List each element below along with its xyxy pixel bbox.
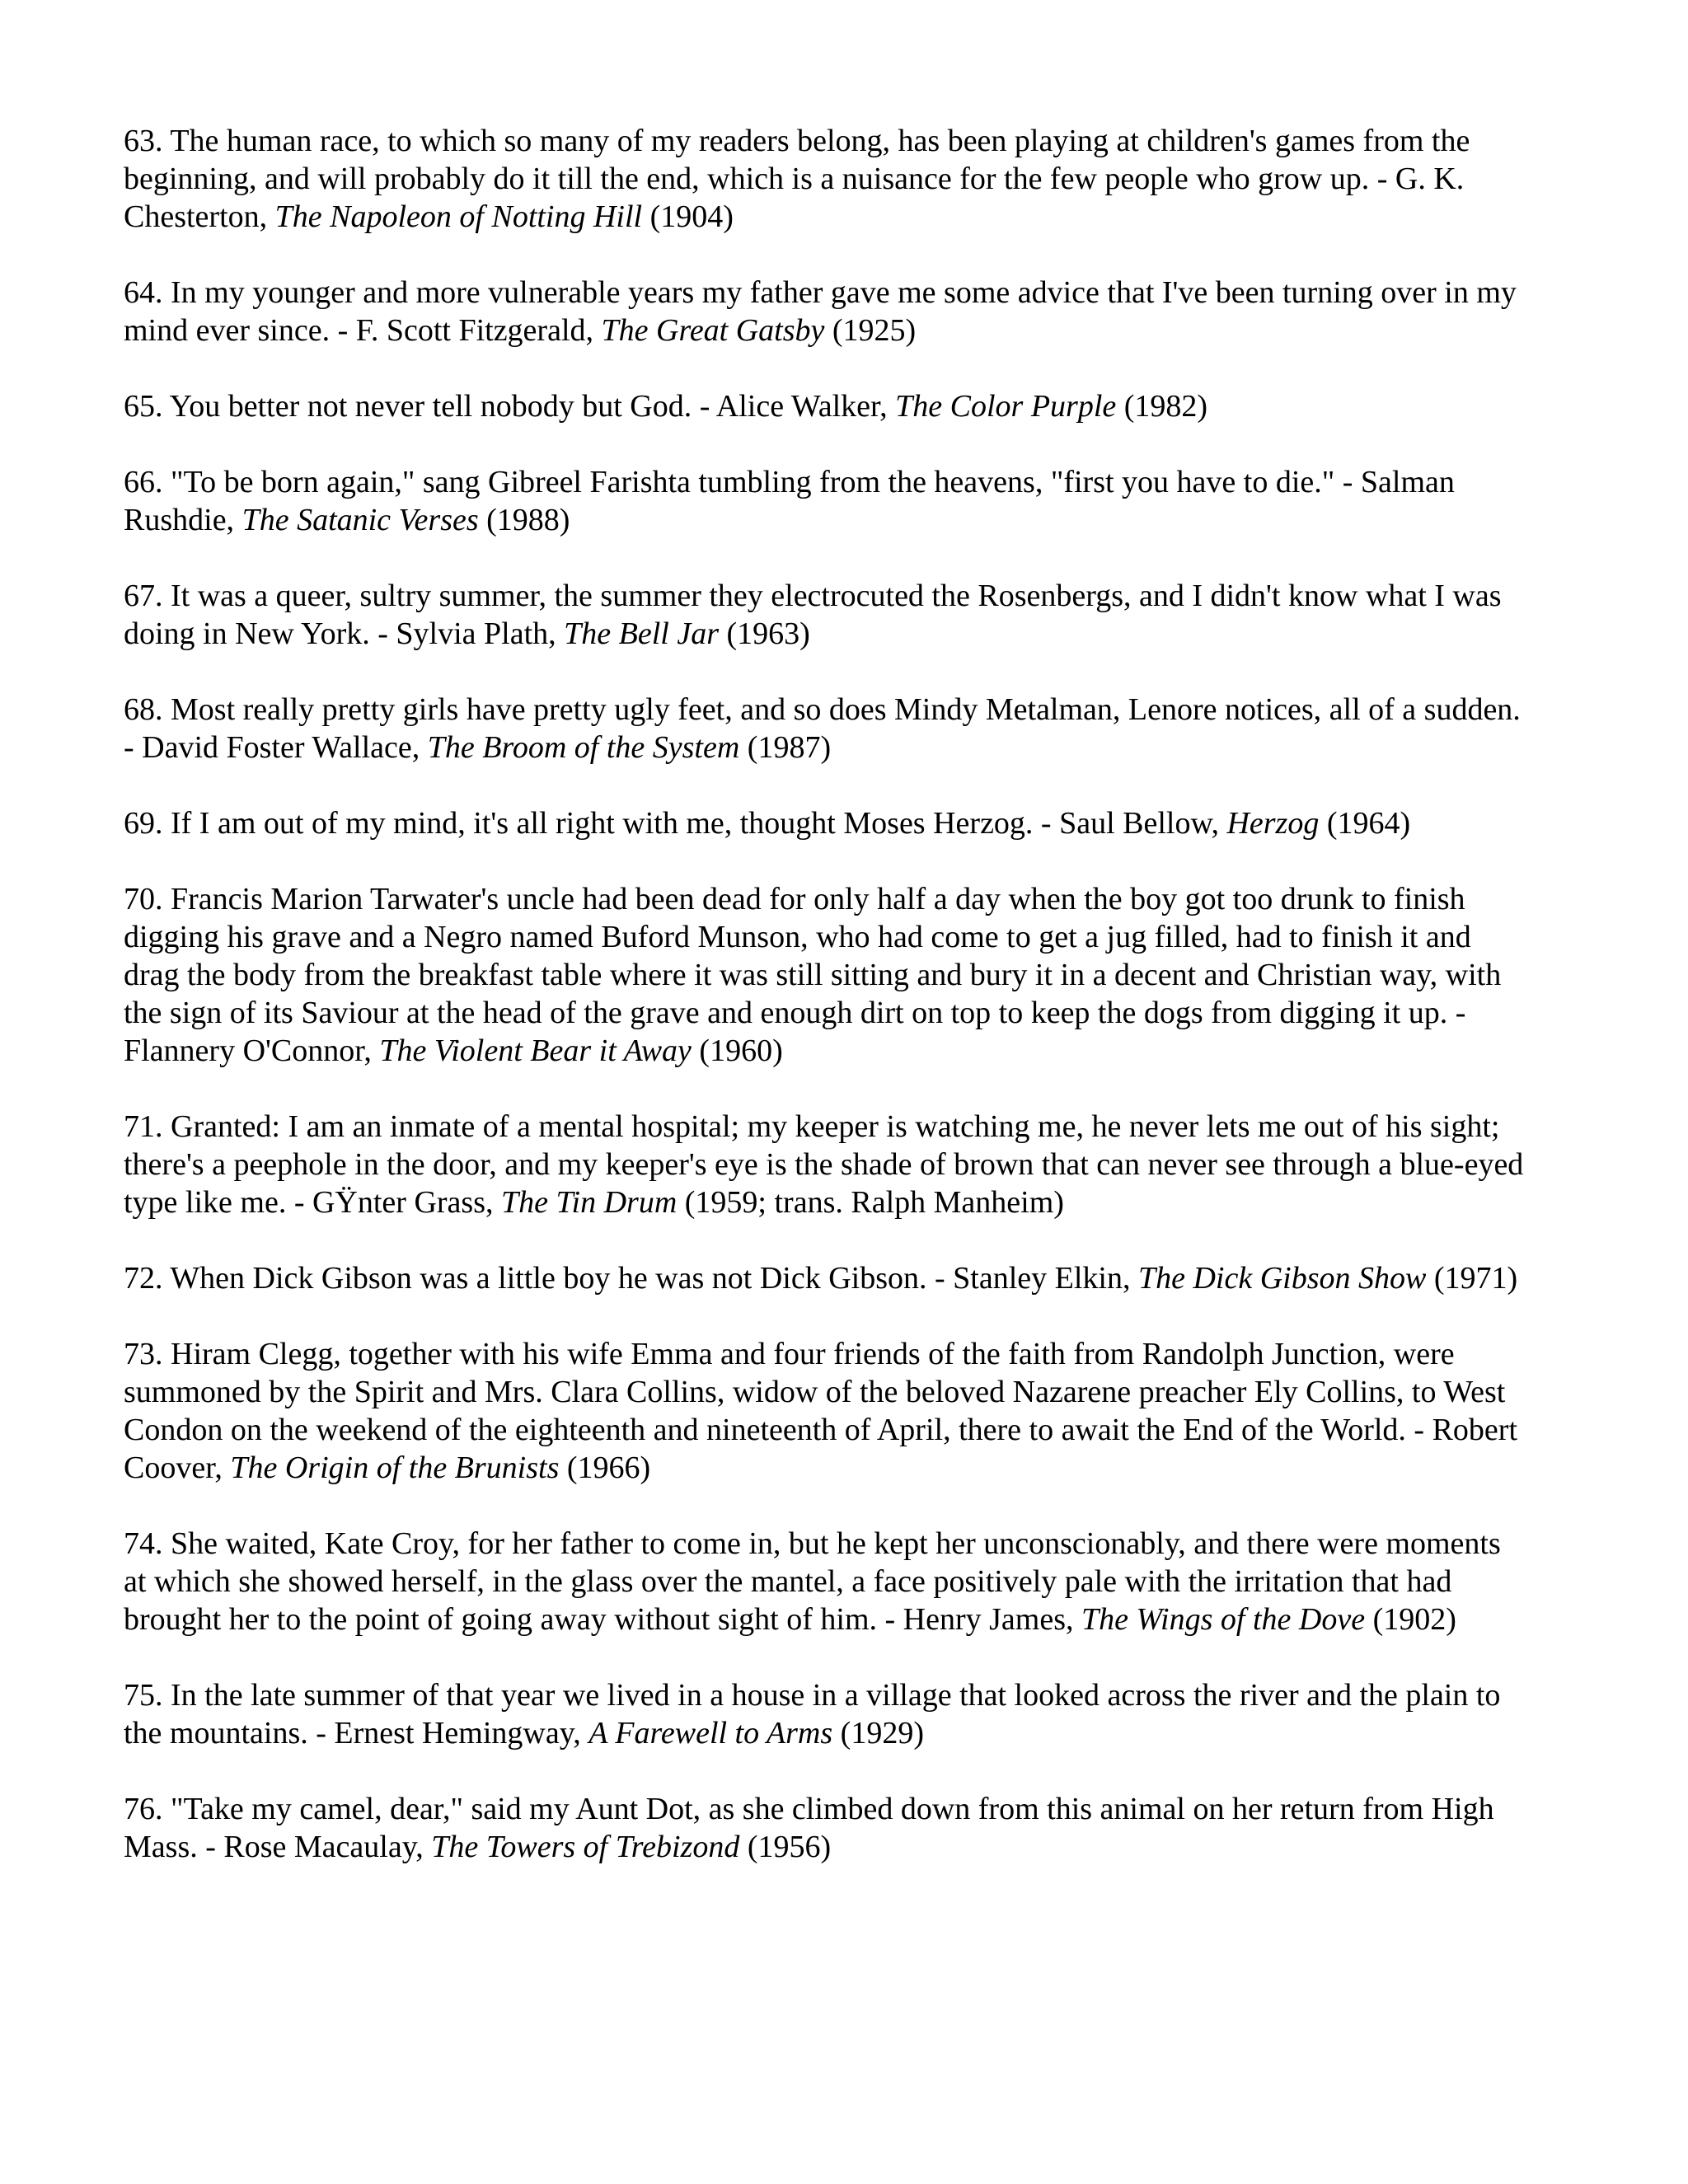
book-title: The Tin Drum <box>501 1185 678 1220</box>
quote-entry-71 <box>124 1108 1525 1221</box>
publication-year: (1963) <box>719 616 810 651</box>
book-title: Herzog <box>1226 806 1320 841</box>
quote-text: 66. "To be born again," sang Gibreel Farishta tumbling from the heavens, "first you have to die." - Salman Rushdie, <box>124 465 1455 537</box>
document-page <box>124 122 1525 1904</box>
publication-year: (1988) <box>478 503 570 537</box>
book-title: The Bell Jar <box>564 616 719 651</box>
book-title: The Origin of the Brunists <box>230 1451 560 1485</box>
publication-year: (1929) <box>832 1716 924 1750</box>
book-title: The Dick Gibson Show <box>1137 1261 1427 1296</box>
publication-year: (1960) <box>691 1033 783 1068</box>
book-title: The Towers of Trebizond <box>431 1830 740 1864</box>
publication-year: (1902) <box>1365 1602 1456 1637</box>
publication-year: (1904) <box>642 199 734 234</box>
publication-year: (1982) <box>1116 389 1208 424</box>
quote-entry-70 <box>124 880 1525 1070</box>
book-title: The Wings of the Dove <box>1081 1602 1366 1637</box>
book-title: The Broom of the System <box>427 730 740 765</box>
quote-entry-65 <box>124 387 1525 425</box>
quote-entry-72 <box>124 1259 1525 1297</box>
quote-text: 68. Most really pretty girls have pretty ugly feet, and so does Mindy Metalman, Lenore notices, all of a sudden. - David Foster Wallace, <box>124 692 1521 765</box>
book-title: The Color Purple <box>895 389 1117 424</box>
book-title: The Great Gatsby <box>601 313 825 348</box>
quote-text: 70. Francis Marion Tarwater's uncle had been dead for only half a day when the boy got too drunk to finish digging his grave and a Negro named Buford Munson, who had come to get a jug filled, had to finish it and drag the body from the breakfast table where it was still sitting and bury it in a decent and Christian way, with the sign of its Saviour at the head of the grave and enough dirt on top to keep the dogs from digging it up. - Flannery O'Connor, <box>124 882 1502 1068</box>
quote-text: 73. Hiram Clegg, together with his wife Emma and four friends of the faith from Randolph Junction, were summoned by the Spirit and Mrs. Clara Collins, widow of the beloved Nazarene preacher Ely Collins, to West Condon on the weekend of the eighteenth and nineteenth of April, there to await the End of the World. - Robert Coover, <box>124 1337 1517 1485</box>
quote-entry-75 <box>124 1676 1525 1752</box>
quote-text: 72. When Dick Gibson was a little boy he was not Dick Gibson. - Stanley Elkin, <box>124 1261 1138 1296</box>
quote-entry-63 <box>124 122 1525 236</box>
quote-entry-68 <box>124 691 1525 766</box>
publication-year: (1959; trans. Ralph Manheim) <box>677 1185 1064 1220</box>
publication-year: (1964) <box>1319 806 1411 841</box>
quote-entry-67 <box>124 577 1525 653</box>
publication-year: (1925) <box>824 313 917 348</box>
quote-text: 74. She waited, Kate Croy, for her father to come in, but he kept her unconscionably, and there were moments at which she showed herself, in the glass over the mantel, a face positively pale with the irritation that had brought her to the point of going away without sight of him. - Henry James, <box>124 1526 1501 1637</box>
book-title: The Napoleon of Notting Hill <box>274 199 643 234</box>
publication-year: (1956) <box>739 1830 832 1864</box>
quote-text: 64. In my younger and more vulnerable years my father gave me some advice that I've been turning over in my mind ever since. - F. Scott Fitzgerald, <box>124 275 1517 348</box>
quote-text: 75. In the late summer of that year we lived in a house in a village that looked across the river and the plain to the mountains. - Ernest Hemingway, <box>124 1678 1501 1750</box>
quote-text: 63. The human race, to which so many of my readers belong, has been playing at children's games from the beginning, and will probably do it till the end, which is a nuisance for the few people who grow up. - G. K. Chesterton, <box>124 124 1470 234</box>
book-title: The Violent Bear it Away <box>379 1033 692 1068</box>
quote-entry-74 <box>124 1525 1525 1638</box>
quote-entry-64 <box>124 274 1525 349</box>
quote-entry-76 <box>124 1790 1525 1866</box>
quote-entry-73 <box>124 1335 1525 1487</box>
publication-year: (1971) <box>1426 1261 1518 1296</box>
quote-entry-66 <box>124 463 1525 539</box>
publication-year: (1966) <box>559 1451 651 1485</box>
quote-text: 76. "Take my camel, dear," said my Aunt Dot, as she climbed down from this animal on her return from High Mass. - Rose Macaulay, <box>124 1792 1494 1864</box>
quote-entry-69 <box>124 804 1525 842</box>
book-title: A Farewell to Arms <box>588 1716 833 1750</box>
publication-year: (1987) <box>739 730 832 765</box>
book-title: The Satanic Verses <box>241 503 479 537</box>
quote-text: 65. You better not never tell nobody but God. - Alice Walker, <box>124 389 896 424</box>
quote-text: 67. It was a queer, sultry summer, the summer they electrocuted the Rosenbergs, and I didn't know what I was doing in New York. - Sylvia Plath, <box>124 579 1502 651</box>
quote-text: 69. If I am out of my mind, it's all right with me, thought Moses Herzog. - Saul Bellow, <box>124 806 1227 841</box>
quote-text: 71. Granted: I am an inmate of a mental hospital; my keeper is watching me, he never lets me out of his sight; there's a peephole in the door, and my keeper's eye is the shade of brown that can never see through a blue-eyed type like me. - GŸnter Grass, <box>124 1109 1524 1220</box>
